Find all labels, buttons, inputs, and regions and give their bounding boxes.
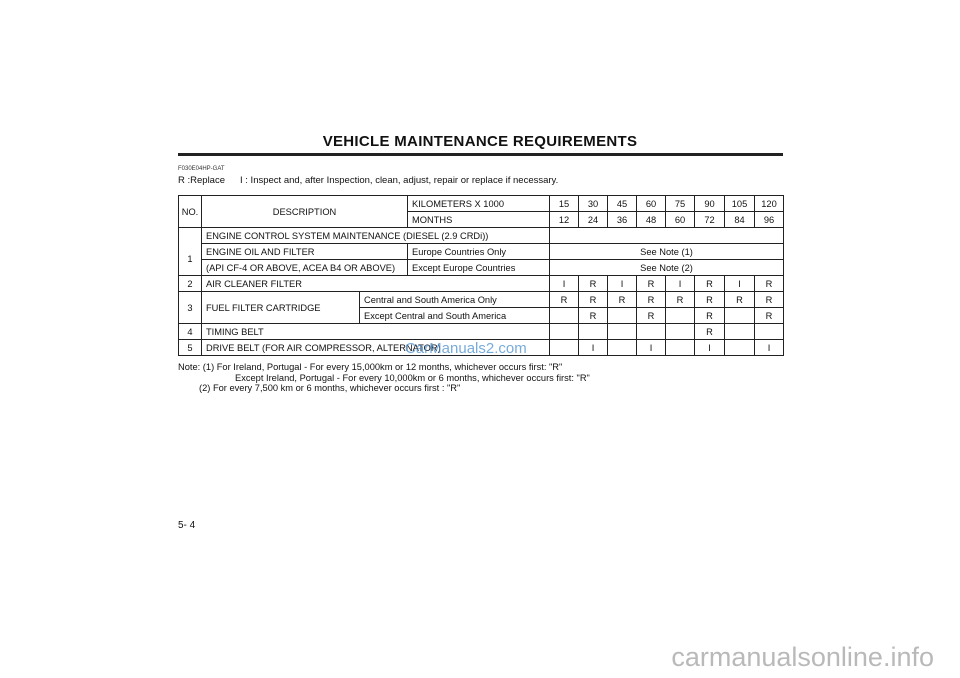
km-cell: 45 bbox=[608, 196, 637, 212]
row-note: See Note (2) bbox=[550, 260, 784, 276]
value-cell: I bbox=[666, 276, 695, 292]
table-row bbox=[179, 260, 784, 276]
document-code: F030E04HP-GAT bbox=[178, 166, 225, 172]
legend-replace: R :Replace bbox=[178, 175, 225, 186]
value-cell: R bbox=[755, 308, 784, 324]
value-cell: R bbox=[695, 308, 725, 324]
row-number: 4 bbox=[179, 324, 202, 340]
km-cell: 60 bbox=[637, 196, 666, 212]
months-cell: 84 bbox=[725, 212, 755, 228]
value-cell: I bbox=[550, 276, 579, 292]
table-row bbox=[179, 324, 784, 340]
km-cell: 90 bbox=[695, 196, 725, 212]
section-empty bbox=[550, 228, 784, 244]
months-cell: 12 bbox=[550, 212, 579, 228]
value-cell: I bbox=[695, 340, 725, 356]
value-cell: R bbox=[637, 292, 666, 308]
row-description: AIR CLEANER FILTER bbox=[202, 276, 550, 292]
km-cell: 15 bbox=[550, 196, 579, 212]
value-cell: R bbox=[579, 308, 608, 324]
legend bbox=[178, 175, 558, 186]
value-cell bbox=[608, 324, 637, 340]
value-cell: R bbox=[608, 292, 637, 308]
months-cell: 96 bbox=[755, 212, 784, 228]
row-condition: Central and South America Only bbox=[360, 292, 550, 308]
months-cell: 24 bbox=[579, 212, 608, 228]
table-row bbox=[179, 292, 784, 308]
value-cell: R bbox=[637, 276, 666, 292]
value-cell: R bbox=[755, 276, 784, 292]
title-rule bbox=[178, 153, 783, 156]
value-cell: I bbox=[579, 340, 608, 356]
km-cell: 30 bbox=[579, 196, 608, 212]
km-label: KILOMETERS X 1000 bbox=[408, 196, 550, 212]
maintenance-table bbox=[178, 195, 784, 356]
row-description: DRIVE BELT (FOR AIR COMPRESSOR, ALTERNATOR) bbox=[202, 340, 550, 356]
months-label: MONTHS bbox=[408, 212, 550, 228]
row-description: ENGINE OIL AND FILTER bbox=[202, 244, 408, 260]
km-cell: 120 bbox=[755, 196, 784, 212]
value-cell: R bbox=[725, 292, 755, 308]
months-cell: 60 bbox=[666, 212, 695, 228]
value-cell: R bbox=[637, 308, 666, 324]
value-cell: R bbox=[666, 292, 695, 308]
page-title: VEHICLE MAINTENANCE REQUIREMENTS bbox=[322, 133, 638, 150]
value-cell bbox=[579, 324, 608, 340]
value-cell bbox=[666, 324, 695, 340]
table-row bbox=[179, 244, 784, 260]
value-cell bbox=[550, 340, 579, 356]
months-cell: 36 bbox=[608, 212, 637, 228]
row-number: 2 bbox=[179, 276, 202, 292]
note-line: Except Ireland, Portugal - For every 10,000km or 6 months, whichever occurs first: "R" bbox=[235, 372, 590, 383]
watermark-carmanualsonline: carmanualsonline.info bbox=[671, 642, 934, 672]
row-condition: Except Europe Countries bbox=[408, 260, 550, 276]
note-line: (2) For every 7,500 km or 6 months, whichever occurs first : "R" bbox=[199, 383, 461, 393]
value-cell bbox=[725, 340, 755, 356]
row-description: TIMING BELT bbox=[202, 324, 550, 340]
value-cell bbox=[637, 324, 666, 340]
row-number: 1 bbox=[179, 244, 202, 276]
no-header: NO. bbox=[179, 196, 202, 228]
value-cell bbox=[725, 324, 755, 340]
value-cell bbox=[725, 308, 755, 324]
note-line: Note: (1) For Ireland, Portugal - For every 15,000km or 12 months, whichever occurs first: "R" bbox=[178, 362, 563, 372]
value-cell: I bbox=[725, 276, 755, 292]
table-row bbox=[179, 276, 784, 292]
km-cell: 75 bbox=[666, 196, 695, 212]
value-cell bbox=[666, 308, 695, 324]
notes bbox=[178, 362, 590, 394]
row-description: FUEL FILTER CARTRIDGE bbox=[202, 292, 360, 324]
watermark-carmanuals2: CarManuals2.com bbox=[405, 340, 527, 357]
section-row bbox=[179, 228, 784, 244]
row-description: (API CF-4 OR ABOVE, ACEA B4 OR ABOVE) bbox=[202, 260, 408, 276]
page-number: 5- 4 bbox=[178, 520, 196, 531]
value-cell: R bbox=[695, 292, 725, 308]
value-cell bbox=[608, 340, 637, 356]
value-cell bbox=[755, 324, 784, 340]
value-cell bbox=[550, 324, 579, 340]
months-cell: 48 bbox=[637, 212, 666, 228]
row-number: 5 bbox=[179, 340, 202, 356]
row-condition: Except Central and South America bbox=[360, 308, 550, 324]
description-header: DESCRIPTION bbox=[202, 196, 408, 228]
value-cell: R bbox=[695, 276, 725, 292]
row-note: See Note (1) bbox=[550, 244, 784, 260]
value-cell bbox=[608, 308, 637, 324]
value-cell: R bbox=[579, 292, 608, 308]
value-cell: R bbox=[550, 292, 579, 308]
value-cell: R bbox=[755, 292, 784, 308]
months-cell: 72 bbox=[695, 212, 725, 228]
value-cell: I bbox=[608, 276, 637, 292]
km-cell: 105 bbox=[725, 196, 755, 212]
value-cell: R bbox=[695, 324, 725, 340]
value-cell: I bbox=[637, 340, 666, 356]
legend-inspect: I : Inspect and, after Inspection, clean, adjust, repair or replace if necessary. bbox=[240, 175, 559, 186]
value-cell bbox=[666, 340, 695, 356]
value-cell: I bbox=[755, 340, 784, 356]
section-no-cell bbox=[179, 228, 202, 244]
header-row-km bbox=[179, 196, 784, 212]
value-cell bbox=[550, 308, 579, 324]
row-number: 3 bbox=[179, 292, 202, 324]
value-cell: R bbox=[579, 276, 608, 292]
section-title: ENGINE CONTROL SYSTEM MAINTENANCE (DIESEL (2.9 CRDi)) bbox=[202, 228, 550, 244]
row-condition: Europe Countries Only bbox=[408, 244, 550, 260]
